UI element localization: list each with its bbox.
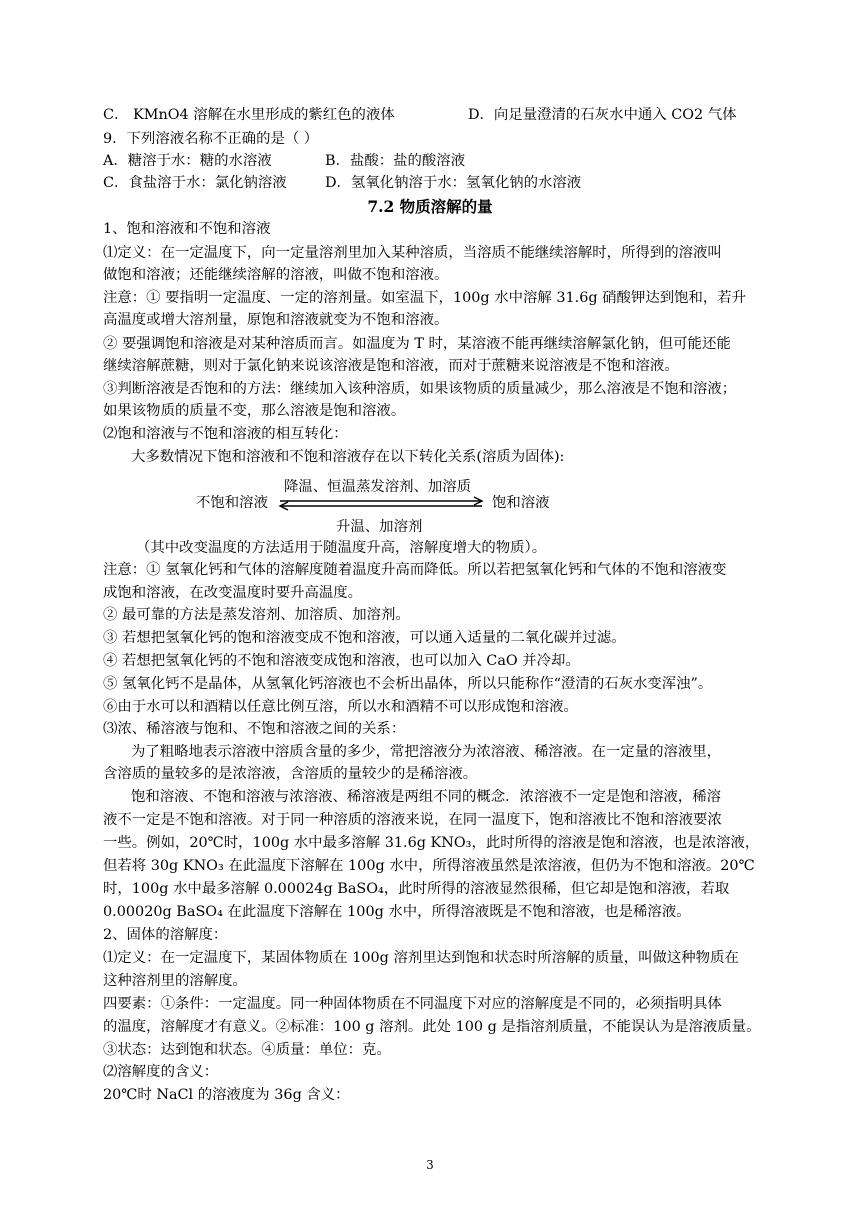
body-line: ⑵溶解度的含义： — [103, 1064, 219, 1080]
body-line: ③判断溶液是否饱和的方法：继续加入该种溶质，如果该物质的质量减少，那么溶液是不饱和溶液； — [103, 381, 737, 397]
double-arrow-icon — [274, 495, 488, 513]
body-line: 但若将 30g KNO₃ 在此温度下溶解在 100g 水中，所得溶液虽然是浓溶液，但仍为不饱和溶液。20℃ — [103, 858, 755, 874]
body-line: 为了粗略地表示溶液中溶质含量的多少，常把溶液分为浓溶液、稀溶液。在一定量的溶液里， — [131, 744, 722, 760]
body-line: 四要素：①条件：一定温度。同一种固体物质在不同温度下对应的溶解度是不同的，必须指明具体 — [103, 996, 722, 1012]
body-line: 大多数情况下饱和溶液和不饱和溶液存在以下转化关系(溶质为固体): — [131, 449, 565, 465]
body-line: 的温度，溶解度才有意义。②标准：100 g 溶剂。此处 100 g 是指溶剂质量，不能误认为是溶液质量。 — [103, 1019, 761, 1035]
option-c: C．食盐溶于水：氯化钠溶液 — [103, 175, 287, 191]
body-line: 1、饱和溶液和不饱和溶液 — [103, 221, 271, 237]
body-line: 如果该物质的质量不变，那么溶液是饱和溶液。 — [103, 403, 406, 419]
option-c-line: C． KMnO4 溶解在水里形成的紫红色的液体 — [103, 107, 395, 123]
body-line: ④ 若想把氢氧化钙的不饱和溶液变成饱和溶液，也可以加入 CaO 并冷却。 — [103, 653, 580, 669]
body-line: 成饱和溶液，在改变温度时要升高温度。 — [103, 585, 363, 601]
body-line: 2、固体的溶解度： — [103, 927, 228, 943]
body-line: 0.00020g BaSO₄ 在此温度下溶解在 100g 水中，所得溶液既是不饱和溶液，也是稀溶液。 — [103, 904, 691, 920]
body-line: ⑤ 氢氧化钙不是晶体，从氢氧化钙溶液也不会析出晶体，所以只能称作“澄清的石灰水变浑浊”。 — [103, 676, 713, 692]
conversion-diagram — [196, 475, 576, 535]
body-line: 20℃时 NaCl 的溶液度为 36g 含义： — [103, 1087, 350, 1103]
option-d: D．氢氧化钠溶于水：氢氧化钠的水溶液 — [325, 175, 582, 191]
body-line: ③ 若想把氢氧化钙的饱和溶液变成不饱和溶液，可以通入适量的二氧化碳并过滤。 — [103, 630, 626, 646]
question-9: 9．下列溶液名称不正确的是（ ） — [103, 131, 319, 147]
body-line: ⑶浓、稀溶液与饱和、不饱和溶液之间的关系： — [103, 721, 406, 737]
body-line: 注意：① 氢氧化钙和气体的溶解度随着温度升高而降低。所以若把氢氧化钙和气体的不饱和溶液变 — [103, 562, 727, 578]
body-line: 注意：① 要指明一定温度、一定的溶剂量。如室温下，100g 水中溶解 31.6g 硝酸钾达到饱和，若升 — [103, 290, 747, 306]
option-d-line: D．向足量澄清的石灰水中通入 CO2 气体 — [468, 107, 737, 123]
body-line: 高温度或增大溶剂量，原饱和溶液就变为不饱和溶液。 — [103, 312, 449, 328]
body-line: 这种溶剂里的溶解度。 — [103, 973, 247, 989]
body-line: ⑴定义：在一定温度下，某固体物质在 100g 溶剂里达到饱和状态时所溶解的质量，叫做这种物质在 — [103, 950, 739, 966]
body-line: （其中改变温度的方法适用于随温度升高，溶解度增大的物质）。 — [136, 540, 547, 556]
saturated-label: 饱和溶液 — [492, 495, 550, 511]
body-line: ⑵饱和溶液与不饱和溶液的相互转化： — [103, 426, 348, 442]
body-line: ⑥由于水可以和酒精以任意比例互溶，所以水和酒精不可以形成饱和溶液。 — [103, 699, 578, 715]
option-a: A．糖溶于水：糖的水溶液 — [103, 153, 272, 169]
body-line: 继续溶解蔗糖，则对于氯化钠来说该溶液是饱和溶液，而对于蔗糖来说溶液是不饱和溶液。 — [103, 358, 679, 374]
body-line: 一些。例如，20℃时，100g 水中最多溶解 31.6g KNO₃，此时所得的溶液是饱和溶液，也是浓溶液， — [103, 835, 760, 851]
page-number: 3 — [426, 1158, 434, 1172]
body-line: ③状态：达到饱和状态。④质量：单位：克。 — [103, 1042, 391, 1058]
body-line: 时，100g 水中最多溶解 0.00024g BaSO₄，此时所得的溶液显然很稀，但它却是饱和溶液，若取 — [103, 881, 730, 897]
body-line: ② 最可靠的方法是蒸发溶剂、加溶质、加溶剂。 — [103, 607, 410, 623]
reverse-conditions: 升温、加溶剂 — [336, 519, 423, 535]
body-line: 饱和溶液、不饱和溶液与浓溶液、稀溶液是两组不同的概念．浓溶液不一定是饱和溶液，稀溶 — [131, 789, 722, 805]
body-line: ⑴定义：在一定温度下，向一定量溶剂里加入某种溶质，当溶质不能继续溶解时，所得到的溶液叫 — [103, 245, 722, 261]
section-title: 7.2 物质溶解的量 — [367, 197, 493, 216]
body-line: 做饱和溶液；还能继续溶解的溶液，叫做不饱和溶液。 — [103, 267, 449, 283]
body-line: 含溶质的量较多的是浓溶液，含溶质的量较少的是稀溶液。 — [103, 766, 478, 782]
forward-conditions: 降温、恒温蒸发溶剂、加溶质 — [284, 479, 472, 495]
body-line: ② 要强调饱和溶液是对某种溶质而言。如温度为 T 时，某溶液不能再继续溶解氯化钠，但可能还能 — [103, 336, 731, 352]
option-b: B．盐酸：盐的酸溶液 — [325, 153, 466, 169]
unsaturated-label: 不饱和溶液 — [196, 495, 268, 511]
body-line: 液不一定是不饱和溶液。对于同一种溶质的溶液来说，在同一温度下，饱和溶液比不饱和溶液要浓 — [103, 812, 722, 828]
